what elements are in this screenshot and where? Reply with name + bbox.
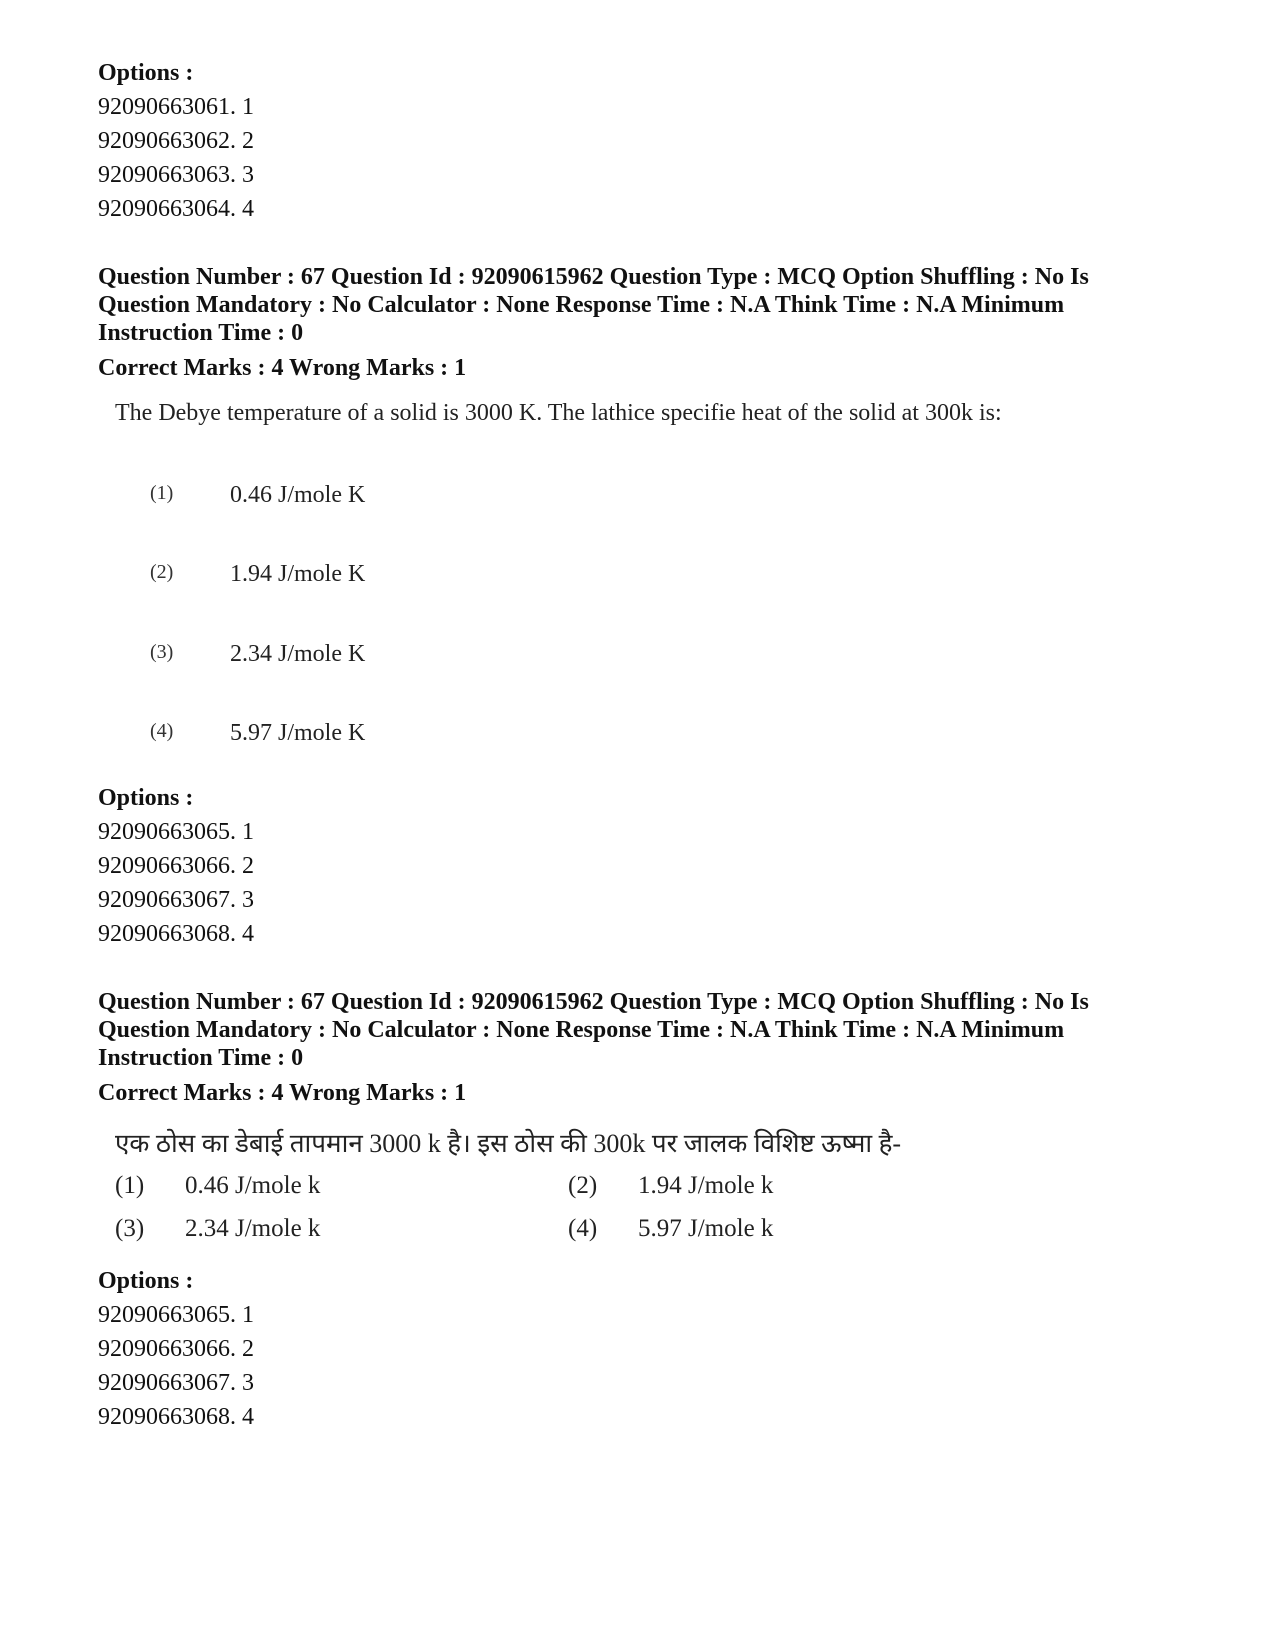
choice-number: (2) — [568, 1172, 598, 1199]
options-block-1 — [98, 56, 1195, 226]
choice-value: 0.46 J/mole K — [230, 482, 366, 508]
option-id-line: 92090663066. 2 — [98, 853, 254, 879]
question-meta-line: Question Mandatory : No Calculator : None Response Time : N.A Think Time : N.A Minimum — [98, 1017, 1065, 1043]
question-2-choice-2 — [568, 1172, 773, 1200]
choice-number: (2) — [150, 561, 174, 583]
option-id-line: 92090663068. 4 — [98, 1404, 254, 1430]
options-heading: Options : — [98, 1268, 194, 1294]
question-2-choice-3 — [115, 1215, 320, 1243]
option-id-line: 92090663062. 2 — [98, 128, 254, 154]
choice-number: (3) — [150, 641, 174, 663]
option-id-line: 92090663066. 2 — [98, 1336, 254, 1362]
choice-value: 1.94 J/mole k — [638, 1172, 774, 1199]
choice-value: 0.46 J/mole k — [185, 1172, 321, 1199]
question-2-choice-1 — [115, 1172, 320, 1200]
option-id-line: 92090663067. 3 — [98, 1370, 254, 1396]
choice-number: (4) — [150, 720, 174, 742]
choice-value: 2.34 J/mole k — [185, 1215, 321, 1242]
question-marks: Correct Marks : 4 Wrong Marks : 1 — [98, 355, 467, 381]
choice-number: (3) — [115, 1215, 145, 1242]
choice-number: (1) — [115, 1172, 145, 1199]
question-meta-line: Question Number : 67 Question Id : 92090615962 Question Type : MCQ Option Shuffling : No Is — [98, 264, 1089, 290]
question-2-meta — [98, 988, 1195, 1110]
question-2-text: एक ठोस का डेबाई तापमान 3000 k है। इस ठोस की 300k पर जालक विशिष्ट ऊष्मा है- — [115, 1129, 902, 1158]
options-block-2 — [98, 781, 1195, 951]
question-meta-line: Question Mandatory : No Calculator : None Response Time : N.A Think Time : N.A Minimum — [98, 292, 1065, 318]
choice-value: 2.34 J/mole K — [230, 641, 366, 667]
option-id-line: 92090663064. 4 — [98, 196, 254, 222]
question-2-choice-4 — [568, 1215, 773, 1243]
option-id-line: 92090663065. 1 — [98, 1302, 254, 1328]
choice-value: 5.97 J/mole K — [230, 720, 366, 746]
choice-value: 5.97 J/mole k — [638, 1215, 774, 1242]
options-block-3 — [98, 1264, 1195, 1434]
question-meta-line: Instruction Time : 0 — [98, 320, 304, 346]
choice-number: (1) — [150, 482, 174, 504]
question-marks: Correct Marks : 4 Wrong Marks : 1 — [98, 1080, 467, 1106]
options-heading: Options : — [98, 60, 194, 86]
question-1-meta — [98, 263, 1195, 385]
option-id-line: 92090663067. 3 — [98, 887, 254, 913]
choice-value: 1.94 J/mole K — [230, 561, 366, 587]
question-1-text: The Debye temperature of a solid is 3000 K. The lathice specifie heat of the solid at 300k is: — [115, 400, 1002, 426]
choice-number: (4) — [568, 1215, 598, 1242]
option-id-line: 92090663065. 1 — [98, 819, 254, 845]
option-id-line: 92090663061. 1 — [98, 94, 254, 120]
question-meta-line: Instruction Time : 0 — [98, 1045, 304, 1071]
option-id-line: 92090663063. 3 — [98, 162, 254, 188]
question-meta-line: Question Number : 67 Question Id : 92090615962 Question Type : MCQ Option Shuffling : No Is — [98, 989, 1089, 1015]
option-id-line: 92090663068. 4 — [98, 921, 254, 947]
options-heading: Options : — [98, 785, 194, 811]
